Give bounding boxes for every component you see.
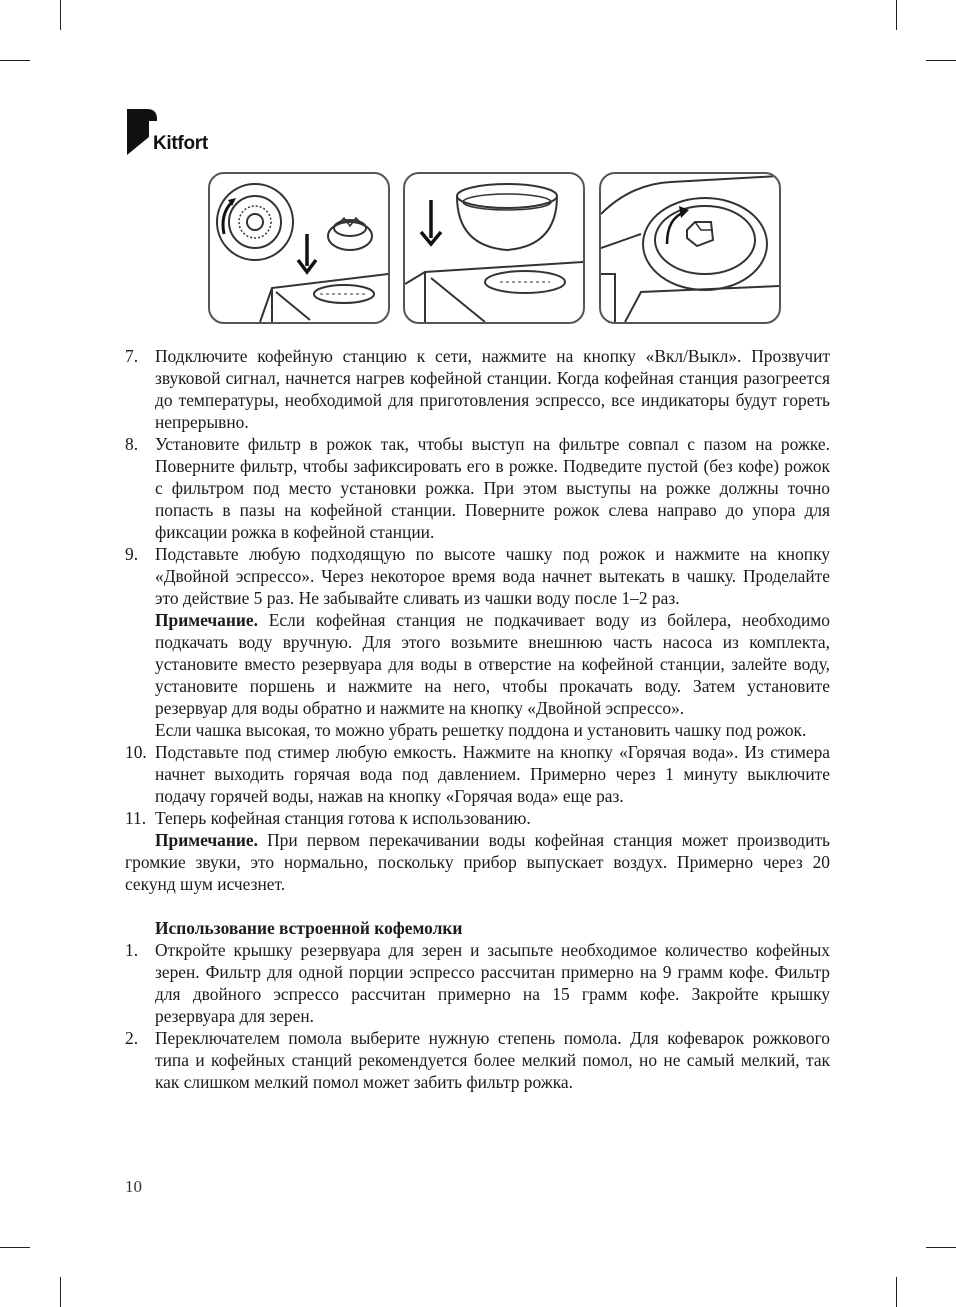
crop-mark <box>926 1247 956 1248</box>
note-extra-paragraph: Если чашка высокая, то можно убрать решетку поддона и установить чашку под рожок. <box>155 720 807 740</box>
note-text: Если кофейная станция не подкачивает воду из бойлера, необходимо подкачать воду вручную. Для этого возьмите внешнюю часть насоса из комплекта, установите вместо резервуара для воды в отверстие на кофейной станции, залейте воду, установите поршень и нажмите на него, чтобы прокачать воду. Затем установите резервуар для воды обратно и нажмите на кнопку «Двойной эспрессо». <box>155 610 830 718</box>
list-item-text: Откройте крышку резервуара для зерен и засыпьте необходимое количество кофейных зерен. Фильтр для одной порции эспрессо рассчитан примерно на 9 грамм кофе. Фильтр для двойного эспрессо рассчитан примерно на 15 грамм кофе. Закройте крышку резервуара для зерен. <box>155 940 830 1026</box>
list-item <box>125 741 830 807</box>
list-item-text: Подставьте любую подходящую по высоте чашку под рожок и нажмите на кнопку «Двойной эспрессо». Через некоторое время вода начнет вытекать в чашку. Проделайте это действие 5 раз. Не забывайте сливать из чашки воду после 1–2 раз. <box>155 544 830 608</box>
brand-name: Kitfort <box>153 133 208 154</box>
list-item-number: 8. <box>125 434 139 454</box>
instructions-body <box>125 345 830 1093</box>
brand-logo <box>125 107 235 159</box>
list-item <box>125 345 830 433</box>
list-item-number: 1. <box>125 940 139 960</box>
list-item-number: 9. <box>125 544 139 564</box>
note-label: Примечание. <box>155 830 258 850</box>
crop-mark <box>60 1277 61 1307</box>
page-number: 10 <box>125 1177 142 1196</box>
list-item <box>125 1027 830 1093</box>
list-item-text: Переключателем помола выберите нужную степень помола. Для кофеварок рожкового типа и кофейных станций рекомендуется более мелкий помол, но не самый мелкий, так как слишком мелкий помол может забить фильтр рожка. <box>155 1028 830 1092</box>
crop-mark <box>926 60 956 61</box>
list-item <box>125 807 830 829</box>
list-item-text: Подставьте под стимер любую емкость. Нажмите на кнопку «Горячая вода». Из стимера начнет выходить горячая вода под давлением. Примерно через 1 минуту выключите подачу горячей воды, нажав на кнопку «Горячая вода» еще раз. <box>155 742 830 806</box>
crop-mark <box>60 0 61 30</box>
illustration-empty-cup <box>403 172 585 324</box>
crop-mark <box>0 1247 30 1248</box>
note-text: При первом перекачивании воды кофейная станция может производить громкие звуки, это нормально, поскольку прибор выпускает воздух. Примерно через 20 секунд шум исчезнет. <box>125 830 830 894</box>
note-paragraph <box>125 609 830 719</box>
crop-mark <box>0 60 30 61</box>
crop-mark <box>896 1277 897 1307</box>
note-paragraph <box>125 829 830 895</box>
list-item-text: Теперь кофейная станция готова к использованию. <box>155 808 531 828</box>
list-item-number: 10. <box>125 742 147 762</box>
section-heading: Использование встроенной кофемолки <box>155 918 463 938</box>
list-item-number: 7. <box>125 346 139 366</box>
illustration-filter-insertion <box>208 172 390 324</box>
list-item-text: Подключите кофейную станцию к сети, нажмите на кнопку «Вкл/Выкл». Прозвучит звуковой сигнал, начнется нагрев кофейной станции. Когда кофейная станция разогреется до температуры, необходимой для приготовления эспрессо, все индикаторы будут гореть непрерывно. <box>155 346 830 432</box>
list-item <box>125 939 830 1027</box>
note-label: Примечание. <box>155 610 258 630</box>
illustration-grinder-bowl <box>599 172 781 324</box>
list-item-number: 2. <box>125 1028 139 1048</box>
list-item-text: Установите фильтр в рожок так, чтобы выступ на фильтре совпал с пазом на рожке. Поверните фильтр, чтобы зафиксировать его в рожке. Подведите пустой (без кофе) рожок с фильтром под место установки рожка. При этом выступы на рожке должны точно попасть в пазы на кофейной станции. Поверните рожок слева направо до упора для фиксации рожка в кофейной станции. <box>155 434 830 542</box>
crop-mark <box>896 0 897 30</box>
list-item <box>125 433 830 543</box>
list-item <box>125 543 830 609</box>
list-item-number: 11. <box>125 808 147 828</box>
